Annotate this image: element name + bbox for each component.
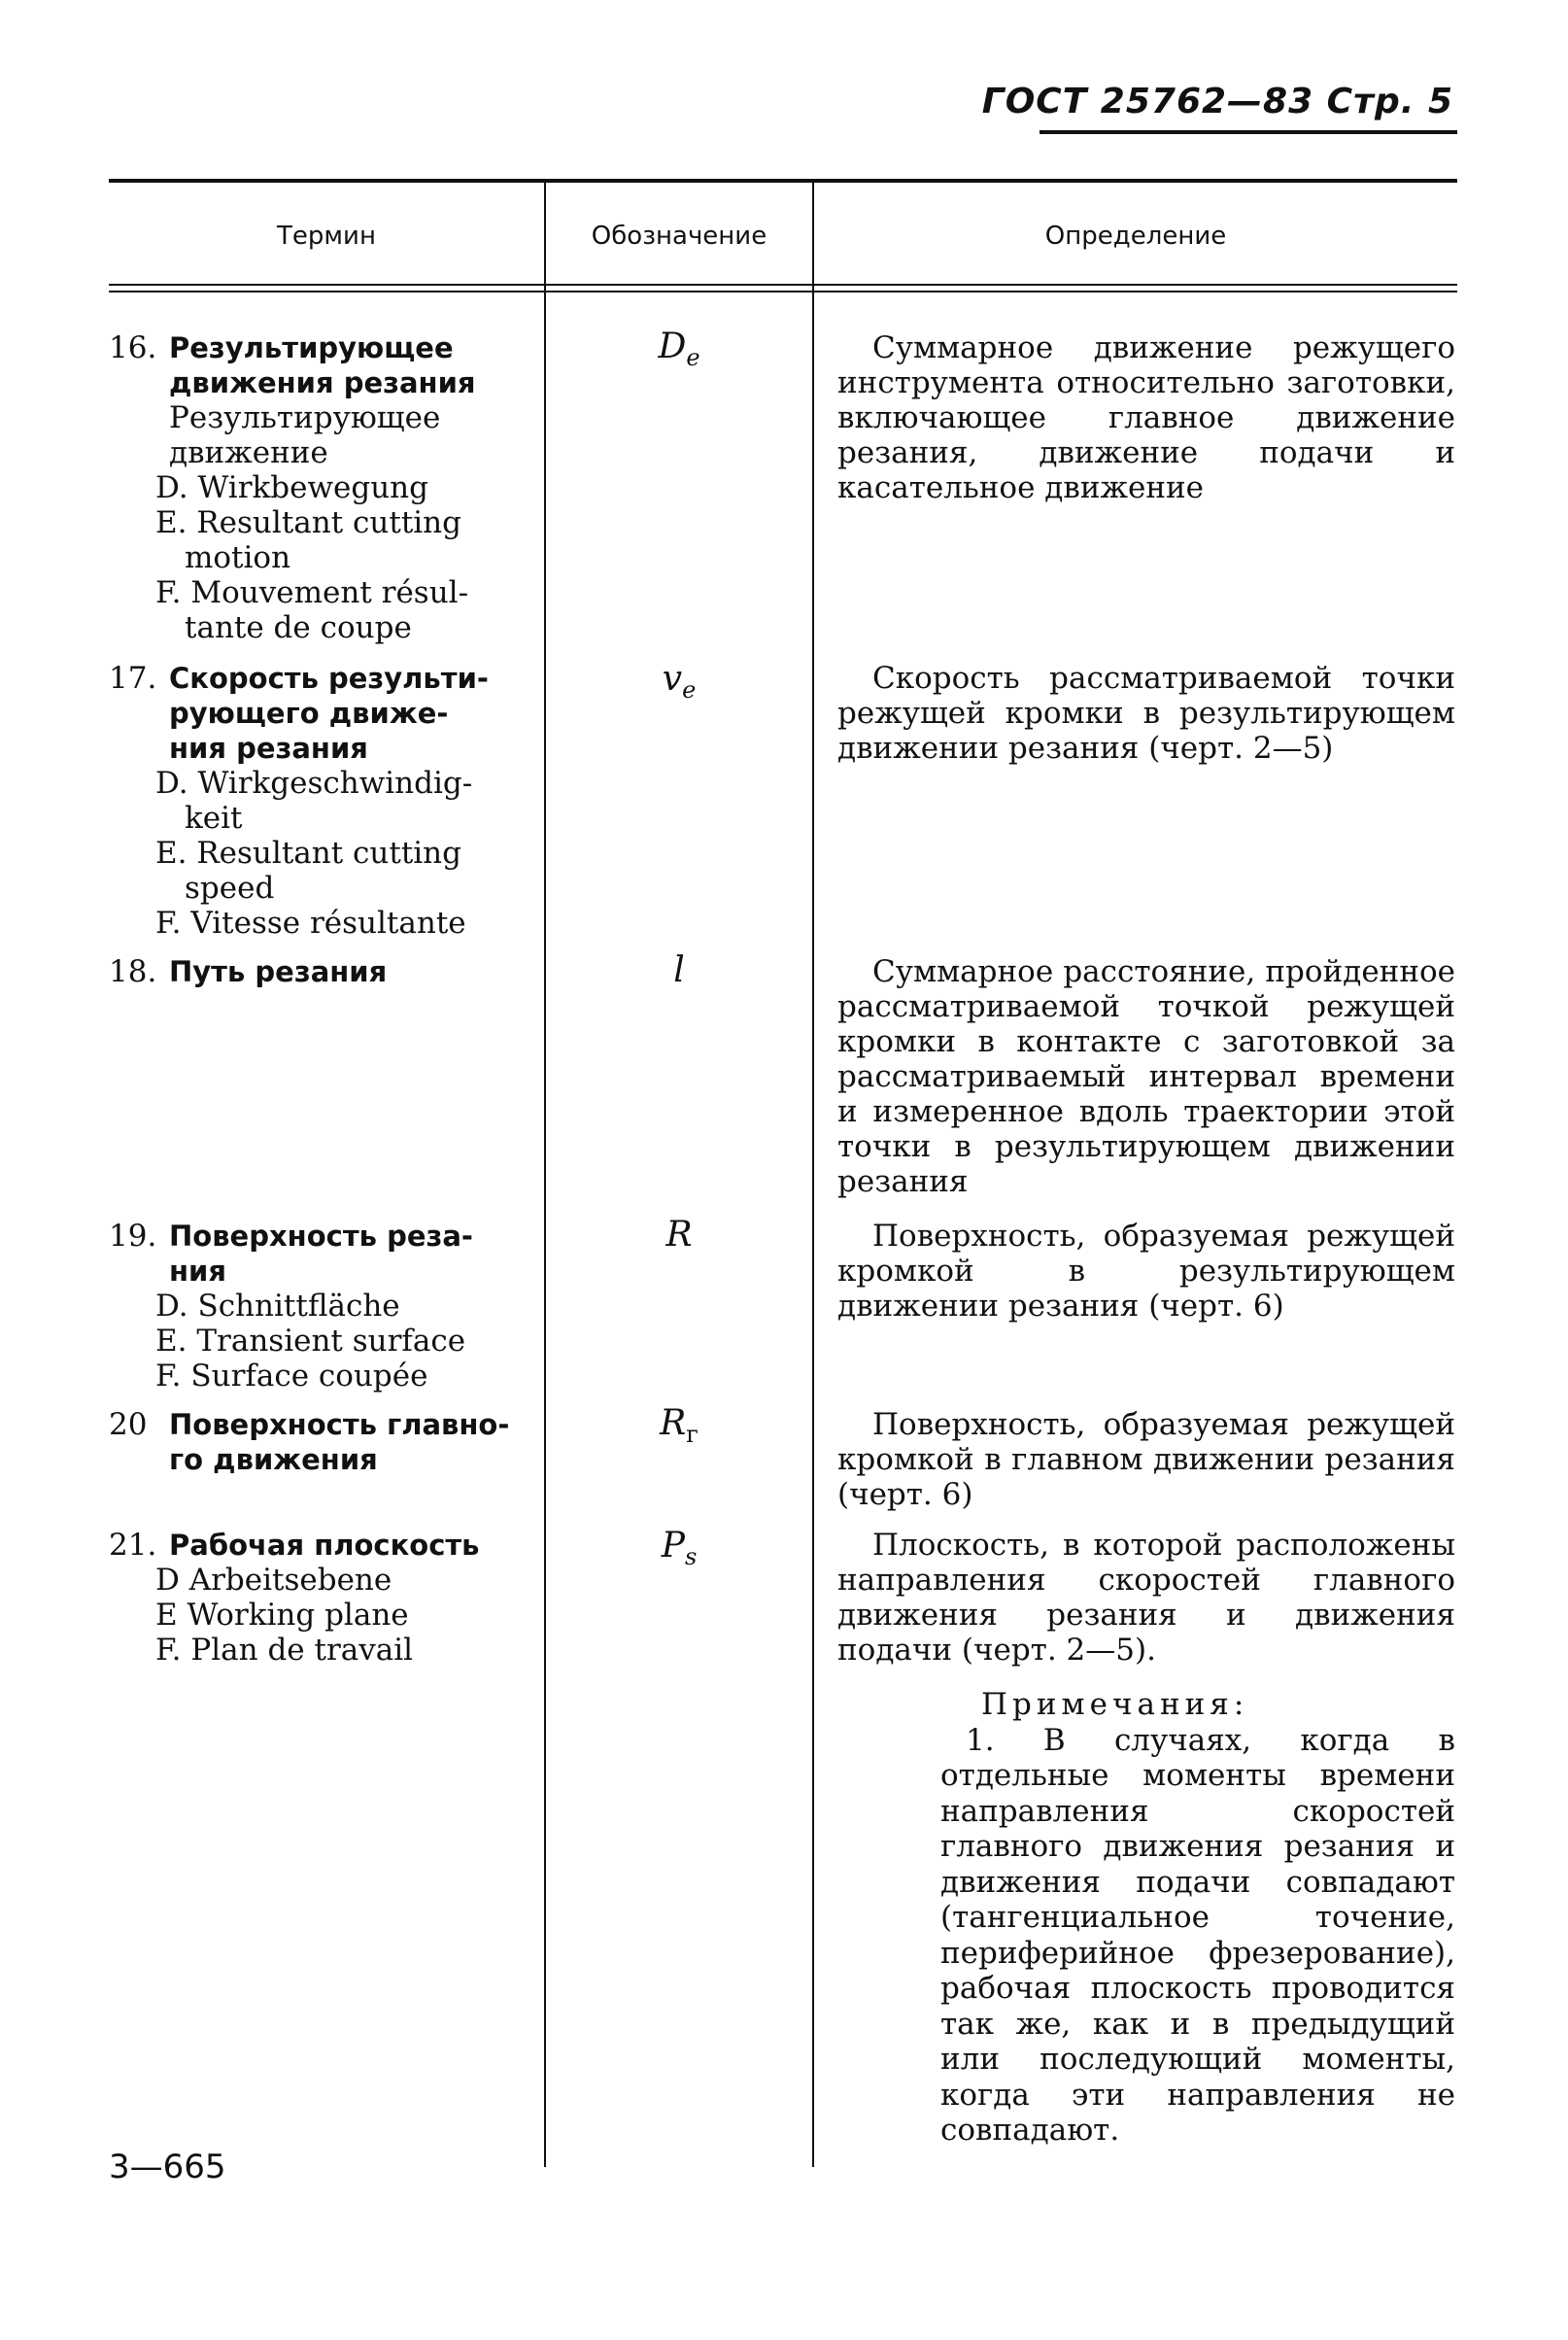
column-divider-2 <box>812 183 814 2167</box>
term-line: D. Wirkgeschwindig- <box>155 766 473 801</box>
table-top-rule <box>109 179 1457 183</box>
term-number: 17. <box>109 661 157 696</box>
term-line: tante de coupe <box>185 610 412 645</box>
term-line: speed <box>185 871 275 906</box>
term-bold-line: Путь резания <box>169 955 388 988</box>
term-line: E. Resultant cutting <box>155 836 461 871</box>
column-header-term: Термин <box>277 222 376 251</box>
term-bold-line: ния резания <box>169 732 368 765</box>
term-bold-line: го движения <box>169 1443 378 1476</box>
page-header: ГОСТ 25762—83 Стр. 5 <box>981 82 1453 121</box>
term-line: F. Surface coupée <box>155 1359 428 1394</box>
term-bold-line: Поверхность реза- <box>169 1220 473 1253</box>
column-header-definition: Определение <box>1044 222 1227 251</box>
term-line: F. Plan de travail <box>155 1633 414 1668</box>
term-bold-line: движения резания <box>169 366 476 399</box>
term-number: 18. <box>109 954 157 989</box>
term-line: E Working plane <box>155 1598 409 1633</box>
column-divider-1 <box>544 183 546 2167</box>
definition-20: Поверхность, образуемая режущей кромкой в главном движении резания (черт. 6) <box>837 1407 1455 1512</box>
notes-block <box>940 1687 1455 2149</box>
term-17 <box>109 661 527 941</box>
definition-16: Суммарное движение режущего инструмента относительно заготовки, включающее главное движение резания, движение подачи и касательное движение <box>837 330 1455 505</box>
header-separator-rule <box>109 284 1457 286</box>
term-bold-line: Результирующее <box>169 331 454 364</box>
column-header-symbol: Обозначение <box>591 222 767 251</box>
term-line: F. Mouvement résul- <box>155 575 469 610</box>
definition-17: Скорость рассматриваемой точки режущей кромки в результирующем движении резания (черт. 2—5) <box>837 661 1455 766</box>
symbol-main: D <box>658 327 687 366</box>
symbol-18 <box>546 950 812 990</box>
notes-text: 1. В случаях, когда в отдельные моменты времени направления скоростей главного движения резания и движения подачи совпадают (тангенциальное точение, периферийное фрезерование), рабочая плоскость проводится так же, как и в предыдущий или последующий моменты, когда эти направления не совпадают. <box>940 1722 1455 2148</box>
symbol-main: l <box>673 950 685 990</box>
symbol-subscript: e <box>682 676 697 705</box>
term-line: keit <box>185 801 243 836</box>
symbol-16 <box>546 327 812 371</box>
header-separator-rule-2 <box>109 291 1457 292</box>
term-19 <box>109 1219 527 1394</box>
term-bold-line: Поверхность главно- <box>169 1408 510 1441</box>
symbol-subscript: e <box>686 344 700 372</box>
term-20 <box>109 1407 527 1477</box>
symbol-21 <box>546 1526 812 1570</box>
page-code: 3—665 <box>109 2148 226 2186</box>
term-21 <box>109 1528 527 1668</box>
symbol-20 <box>546 1403 812 1448</box>
symbol-subscript: s <box>684 1543 698 1571</box>
term-line: motion <box>185 540 291 575</box>
symbol-main: P <box>661 1526 685 1566</box>
term-line: D. Schnittfläche <box>155 1289 400 1324</box>
term-line: движение <box>169 435 328 470</box>
term-18 <box>109 954 527 989</box>
term-bold-line: Рабочая плоскость <box>169 1529 480 1562</box>
notes-title: Примечания: <box>981 1687 1249 1722</box>
term-line: E. Transient surface <box>155 1324 466 1359</box>
term-line: D. Wirkbewegung <box>155 470 428 505</box>
term-line: Результирующее <box>169 400 441 435</box>
symbol-subscript: г <box>686 1421 699 1449</box>
term-bold-line: ния <box>169 1255 226 1288</box>
term-bold-line: рующего движе- <box>169 697 449 730</box>
header-rule <box>1040 130 1457 134</box>
symbol-main: R <box>665 1215 693 1255</box>
term-number: 20 <box>109 1407 148 1442</box>
definition-21: Плоскость, в которой расположены направления скоростей главного движения резания и движения подачи (черт. 2—5). <box>837 1528 1455 1668</box>
term-number: 21. <box>109 1528 157 1563</box>
term-line: F. Vitesse résultante <box>155 906 466 941</box>
symbol-19 <box>546 1215 812 1255</box>
symbol-main: R <box>660 1403 687 1443</box>
symbol-main: v <box>662 659 683 699</box>
definition-19: Поверхность, образуемая режущей кромкой в результирующем движении резания (черт. 6) <box>837 1219 1455 1324</box>
term-number: 16. <box>109 330 157 365</box>
term-bold-line: Скорость результи- <box>169 662 489 695</box>
term-16 <box>109 330 527 645</box>
term-number: 19. <box>109 1219 157 1254</box>
term-line: E. Resultant cutting <box>155 505 461 540</box>
term-line: D Arbeitsebene <box>155 1563 392 1598</box>
symbol-17 <box>546 659 812 704</box>
definition-18: Суммарное расстояние, пройденное рассматриваемой точкой режущей кромки в контакте с заготовкой за рассматриваемый интервал времени и измеренное вдоль траектории этой точки в результирующем движении резания <box>837 954 1455 1199</box>
